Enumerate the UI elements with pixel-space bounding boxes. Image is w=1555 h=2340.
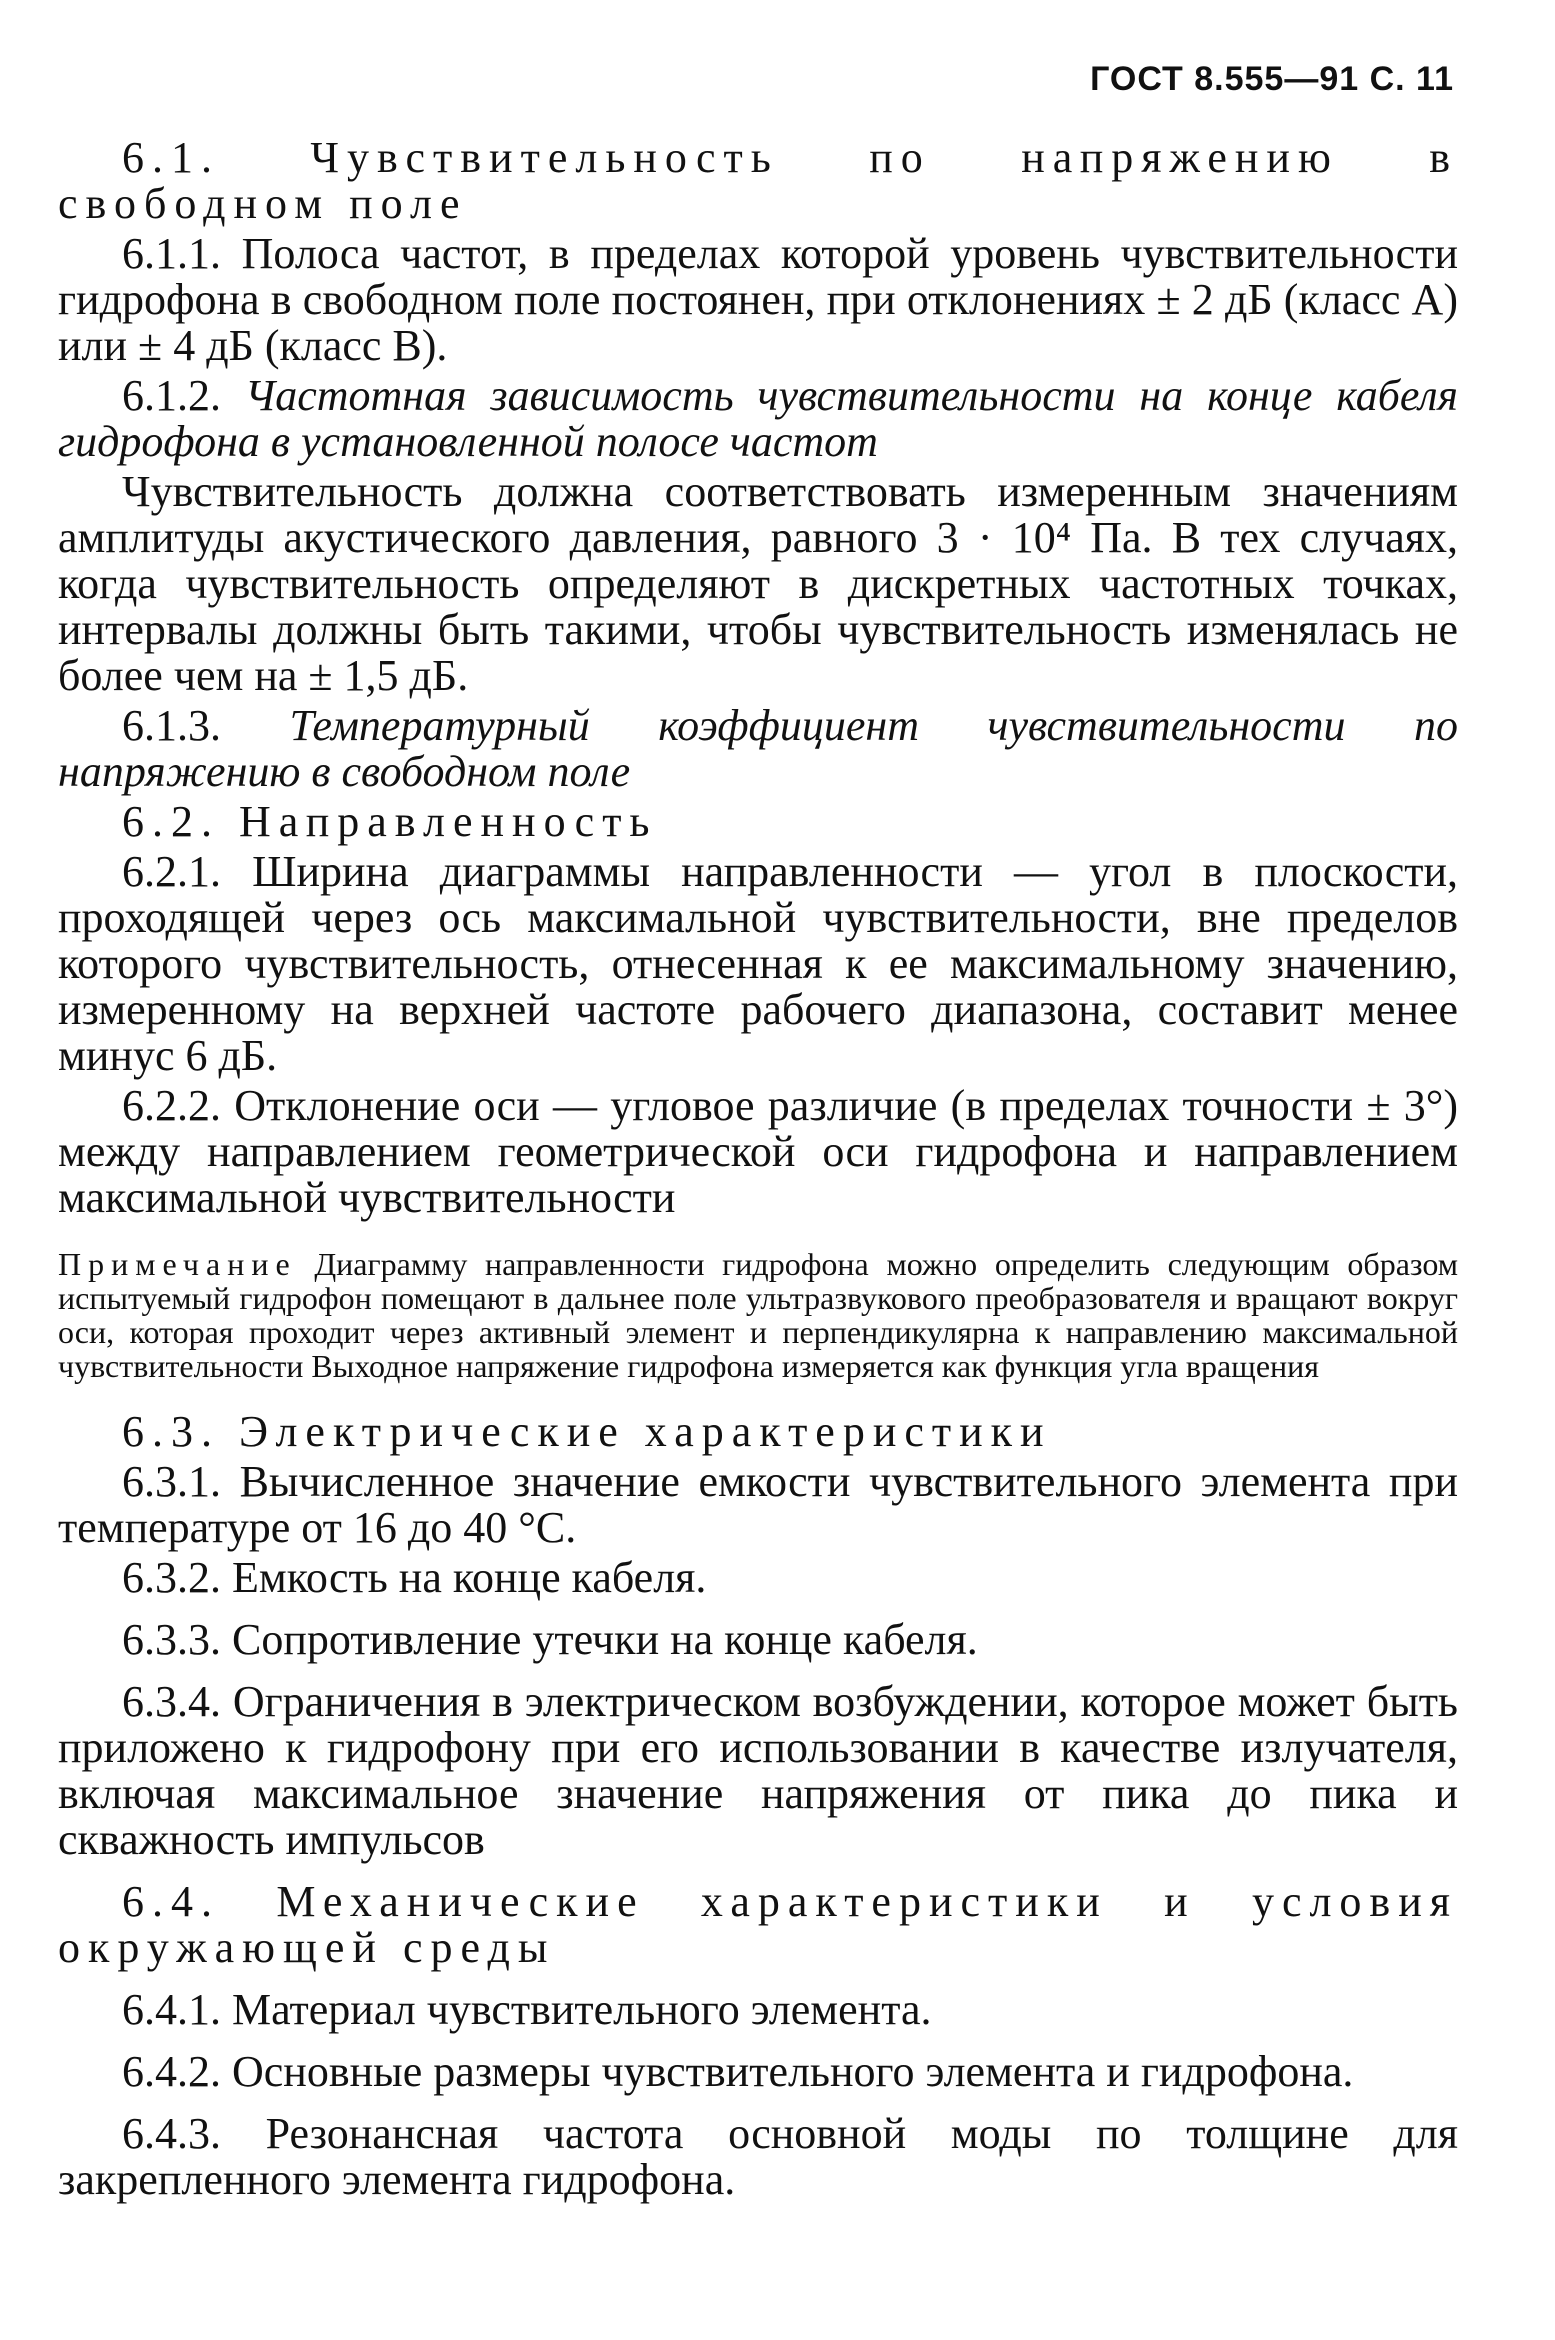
- paragraph-6-4-3: 6.4.3. Резонансная частота основной моды по толщине для закрепленного элемента гидрофона.: [58, 2109, 1458, 2204]
- running-header: ГОСТ 8.555—91 С. 11: [1090, 60, 1454, 98]
- paragraph-6-1-2-body: Чувствительность должна соответствовать измеренным значениям амплитуды акустического давления, равного 3 · 10⁴ Па. В тех случаях, когда чувствительность определяют в дискретных частотных точках, интервалы должны быть такими, чтобы чувствительность изменялась не более чем на ± 1,5 дБ.: [58, 467, 1458, 700]
- paragraph-6-3-1: 6.3.1. Вычисленное значение емкости чувствительного элемента при температуре от 16 до 40 °С.: [58, 1457, 1458, 1552]
- paragraph-6-4-1: 6.4.1. Материал чувствительного элемента.: [122, 1985, 932, 2034]
- paragraph-6-3-3: 6.3.3. Сопротивление утечки на конце кабеля.: [122, 1615, 978, 1664]
- note-label: Примечание: [58, 1246, 297, 1282]
- paragraph-6-2-2: 6.2.2. Отклонение оси — угловое различие (в пределах точности ± 3°) между направлением геометрической оси гидрофона и направлением максимальной чувствительности: [58, 1081, 1458, 1222]
- paragraph-6-1-3: [58, 703, 1458, 795]
- paragraph-6-3-4: 6.3.4. Ограничения в электрическом возбуждении, которое может быть приложено к гидрофону при его использовании в качестве излучателя, включая максимальное значение напряжения от пика до пика и скважность импульсов: [58, 1677, 1458, 1864]
- paragraph-6-1-2-number: 6.1.2.: [122, 371, 221, 420]
- paragraph-6-4-2: 6.4.2. Основные размеры чувствительного элемента и гидрофона.: [122, 2047, 1354, 2096]
- paragraph-6-1-2-title: Частотная зависимость чувствительности на конце кабеля гидрофона в установленной полосе частот: [58, 371, 1458, 466]
- paragraph-6-1-2: [58, 373, 1458, 465]
- section-6-2-heading: 6.2. Направленность: [122, 797, 658, 846]
- note-paragraph: [58, 1247, 1458, 1383]
- paragraph-6-2-1: 6.2.1. Ширина диаграммы направленности — угол в плоскости, проходящей через ось максимальной чувствительности, вне пределов которого чувствительность, отнесенная к ее максимальному значению, измеренному на верхней частоте рабочего диапазона, составит менее минус 6 дБ.: [58, 847, 1458, 1080]
- paragraph-6-3-2: 6.3.2. Емкость на конце кабеля.: [122, 1553, 707, 1602]
- document-page: [58, 60, 1458, 2320]
- section-6-4-heading: 6.4. Механические характеристики и условия окружающей среды: [58, 1877, 1458, 1972]
- note-text: Диаграмму направленности гидрофона можно определить следующим образом испытуемый гидрофон помещают в дальнее поле ультразвукового преобразователя и вращают вокруг оси, которая проходит через активный элемент и перпендикулярна к направлению максимальной чувствительности Выходное напряжение гидрофона измеряется как функция угла вращения: [58, 1246, 1459, 1384]
- paragraph-6-1-1: 6.1.1. Полоса частот, в пределах которой уровень чувствительности гидрофона в свободном поле постоянен, при отклонениях ± 2 дБ (класс А) или ± 4 дБ (класс В).: [58, 229, 1458, 370]
- section-6-1-heading: 6.1. Чувствительность по напряжению в свободном поле: [58, 133, 1458, 228]
- paragraph-6-1-3-number: 6.1.3.: [122, 701, 221, 750]
- paragraph-6-1-3-title: Температурный коэффициент чувствительности по напряжению в свободном поле: [58, 701, 1458, 796]
- section-6-3-heading: 6.3. Электрические характеристики: [122, 1407, 1052, 1456]
